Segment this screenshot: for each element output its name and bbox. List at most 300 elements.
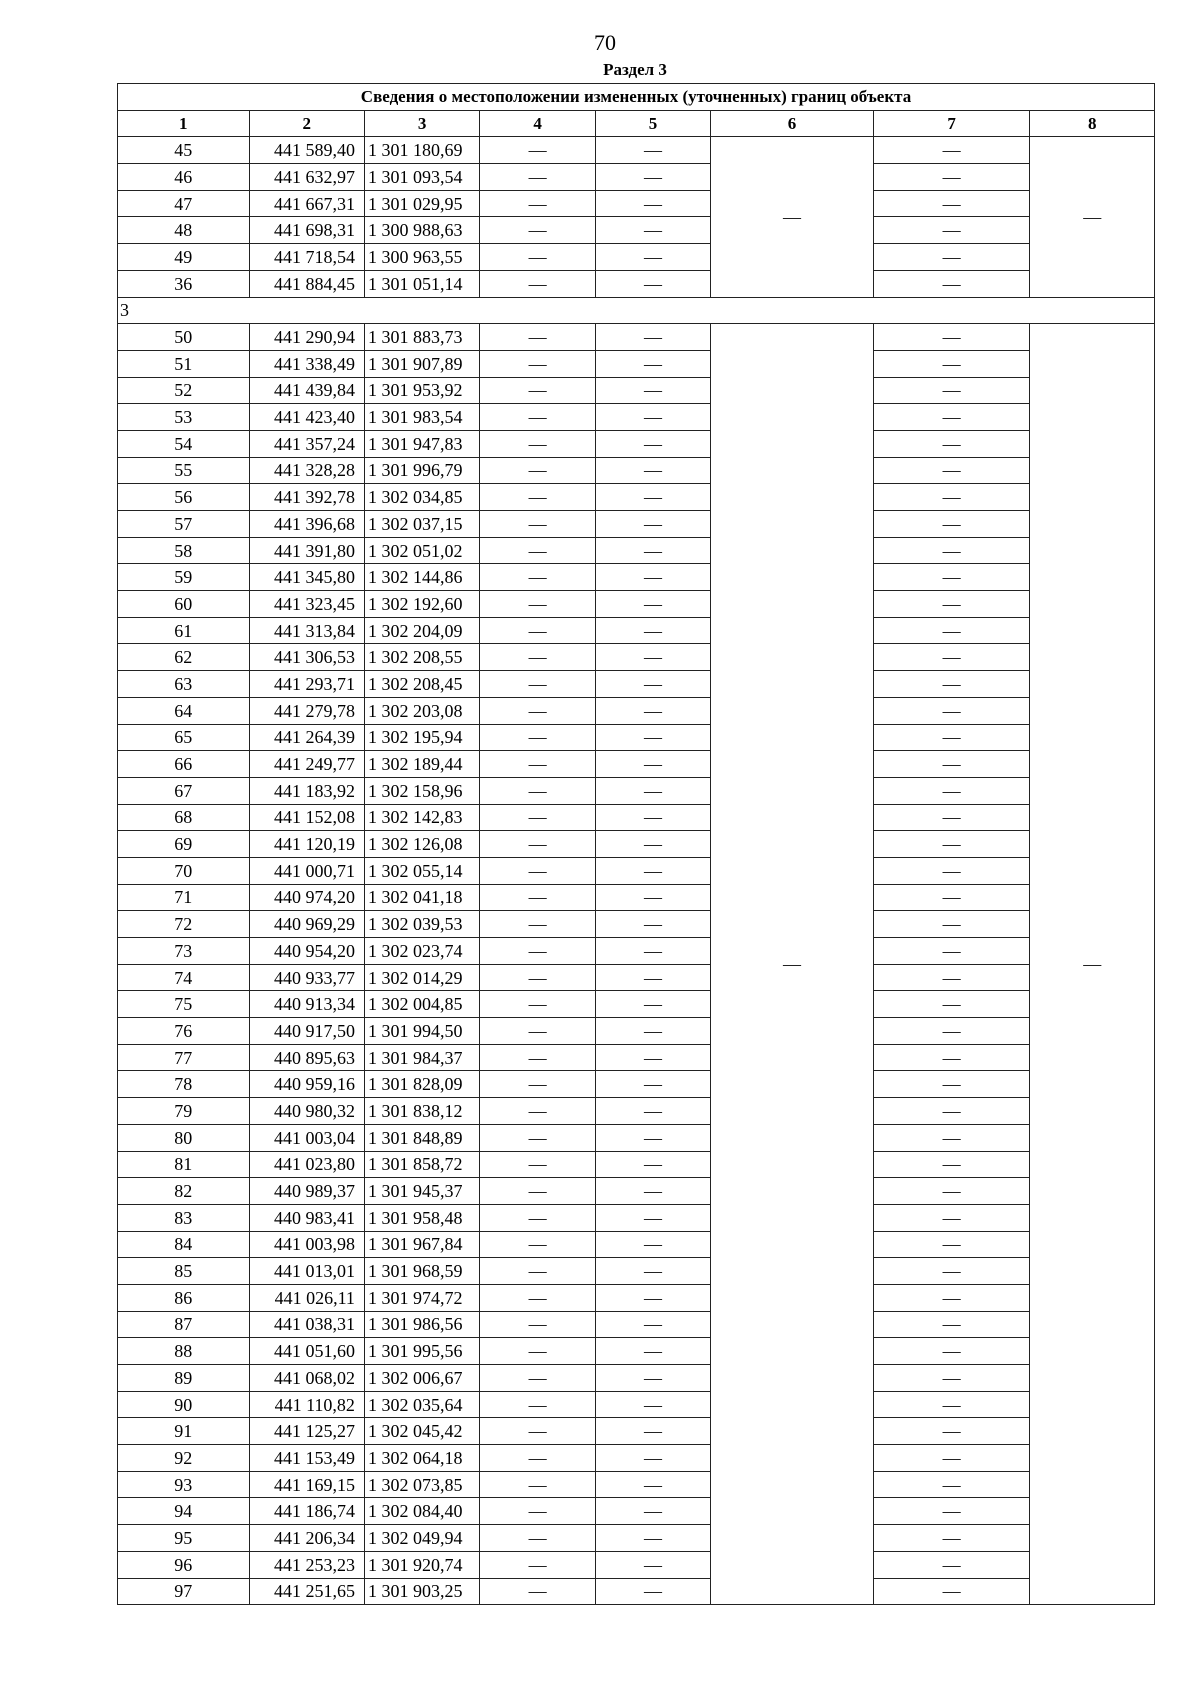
coord-x: 441 068,02: [249, 1365, 364, 1392]
coord-y: 1 301 903,25: [364, 1578, 479, 1605]
col7-dash: —: [873, 164, 1030, 191]
point-number: 56: [118, 484, 250, 511]
table-row: [118, 430, 1155, 457]
col7-dash: —: [873, 324, 1030, 351]
col4-dash: —: [480, 804, 595, 831]
col7-dash: —: [873, 1418, 1030, 1445]
point-number: 88: [118, 1338, 250, 1365]
col7-dash: —: [873, 1098, 1030, 1125]
col7-dash: —: [873, 671, 1030, 698]
col4-dash: —: [480, 1071, 595, 1098]
col5-dash: —: [595, 137, 710, 164]
coord-y: 1 302 004,85: [364, 991, 479, 1018]
point-number: 62: [118, 644, 250, 671]
coord-x: 441 328,28: [249, 457, 364, 484]
point-number: 80: [118, 1124, 250, 1151]
col7-dash: —: [873, 404, 1030, 431]
section-title: Раздел 3: [603, 60, 667, 79]
col7-dash: —: [873, 1124, 1030, 1151]
column-header: 3: [364, 110, 479, 137]
col7-dash: —: [873, 617, 1030, 644]
col5-dash: —: [595, 1311, 710, 1338]
coord-x: 441 206,34: [249, 1525, 364, 1552]
col5-dash: —: [595, 1098, 710, 1125]
col4-dash: —: [480, 1498, 595, 1525]
col5-dash: —: [595, 1044, 710, 1071]
coord-x: 441 251,65: [249, 1578, 364, 1605]
col5-dash: —: [595, 1258, 710, 1285]
coord-y: 1 302 084,40: [364, 1498, 479, 1525]
col5-dash: —: [595, 164, 710, 191]
col4-dash: —: [480, 484, 595, 511]
table-row: [118, 1338, 1155, 1365]
table-row: [118, 1231, 1155, 1258]
col5-dash: —: [595, 1178, 710, 1205]
table-row: [118, 697, 1155, 724]
col5-dash: —: [595, 404, 710, 431]
coord-y: 1 300 988,63: [364, 217, 479, 244]
table-row: [118, 644, 1155, 671]
table-row: [118, 537, 1155, 564]
col7-dash: —: [873, 1151, 1030, 1178]
coord-x: 441 279,78: [249, 697, 364, 724]
col4-dash: —: [480, 404, 595, 431]
col5-dash: —: [595, 484, 710, 511]
point-number: 96: [118, 1551, 250, 1578]
coord-x: 441 186,74: [249, 1498, 364, 1525]
coord-y: 1 302 144,86: [364, 564, 479, 591]
coord-x: 440 895,63: [249, 1044, 364, 1071]
coord-y: 1 301 838,12: [364, 1098, 479, 1125]
table-row: [118, 1284, 1155, 1311]
table-row: [118, 938, 1155, 965]
table-row: [118, 1178, 1155, 1205]
coord-y: 1 302 039,53: [364, 911, 479, 938]
table-row: [118, 831, 1155, 858]
col5-dash: —: [595, 804, 710, 831]
col7-dash: —: [873, 1365, 1030, 1392]
coord-y: 1 301 828,09: [364, 1071, 479, 1098]
table-row: [118, 350, 1155, 377]
col7-dash: —: [873, 591, 1030, 618]
table-row: [118, 1204, 1155, 1231]
coord-y: 1 300 963,55: [364, 244, 479, 271]
table-row: [118, 244, 1155, 271]
table-row: [118, 190, 1155, 217]
column-header: 7: [873, 110, 1030, 137]
col4-dash: —: [480, 964, 595, 991]
coord-y: 1 301 907,89: [364, 350, 479, 377]
col7-dash: —: [873, 857, 1030, 884]
table-row: [118, 164, 1155, 191]
table-row: [118, 617, 1155, 644]
point-number: 45: [118, 137, 250, 164]
col4-dash: —: [480, 190, 595, 217]
coord-y: 1 301 994,50: [364, 1018, 479, 1045]
table-row: [118, 857, 1155, 884]
col4-dash: —: [480, 671, 595, 698]
table-title: Сведения о местоположении измененных (уточненных) границ объекта: [118, 84, 1155, 111]
point-number: 67: [118, 777, 250, 804]
coord-x: 441 249,77: [249, 751, 364, 778]
coord-y: 1 302 142,83: [364, 804, 479, 831]
table-row: [118, 1098, 1155, 1125]
coord-y: 1 302 006,67: [364, 1365, 479, 1392]
coord-y: 1 301 858,72: [364, 1151, 479, 1178]
table-row: [118, 884, 1155, 911]
col5-dash: —: [595, 350, 710, 377]
table-row: [118, 591, 1155, 618]
coord-y: 1 302 126,08: [364, 831, 479, 858]
col4-dash: —: [480, 884, 595, 911]
col7-dash: —: [873, 1071, 1030, 1098]
coord-x: 440 980,32: [249, 1098, 364, 1125]
col7-dash: —: [873, 751, 1030, 778]
coord-x: 440 933,77: [249, 964, 364, 991]
point-number: 76: [118, 1018, 250, 1045]
coord-y: 1 302 035,64: [364, 1391, 479, 1418]
point-number: 61: [118, 617, 250, 644]
column-header: 4: [480, 110, 595, 137]
col7-dash: —: [873, 377, 1030, 404]
coord-y: 1 302 208,45: [364, 671, 479, 698]
col4-dash: —: [480, 697, 595, 724]
column-header: 8: [1030, 110, 1155, 137]
point-number: 57: [118, 511, 250, 538]
col7-dash: —: [873, 1525, 1030, 1552]
col4-dash: —: [480, 777, 595, 804]
col5-dash: —: [595, 1124, 710, 1151]
col5-dash: —: [595, 617, 710, 644]
coord-x: 441 169,15: [249, 1471, 364, 1498]
col5-dash: —: [595, 1445, 710, 1472]
col4-dash: —: [480, 1578, 595, 1605]
point-number: 73: [118, 938, 250, 965]
col7-dash: —: [873, 1284, 1030, 1311]
point-number: 70: [118, 857, 250, 884]
point-number: 90: [118, 1391, 250, 1418]
table-row: [118, 1124, 1155, 1151]
coord-x: 440 989,37: [249, 1178, 364, 1205]
col4-dash: —: [480, 1551, 595, 1578]
coord-y: 1 301 996,79: [364, 457, 479, 484]
coord-y: 1 302 192,60: [364, 591, 479, 618]
coord-y: 1 302 037,15: [364, 511, 479, 538]
coord-y: 1 302 051,02: [364, 537, 479, 564]
coord-x: 441 439,84: [249, 377, 364, 404]
coord-x: 441 120,19: [249, 831, 364, 858]
col5-dash: —: [595, 1578, 710, 1605]
coord-x: 441 392,78: [249, 484, 364, 511]
col4-dash: —: [480, 617, 595, 644]
col4-dash: —: [480, 991, 595, 1018]
col5-dash: —: [595, 1391, 710, 1418]
col7-dash: —: [873, 964, 1030, 991]
col4-dash: —: [480, 350, 595, 377]
table-row: [118, 1044, 1155, 1071]
coord-y: 1 302 023,74: [364, 938, 479, 965]
col4-dash: —: [480, 511, 595, 538]
group-label-row: [118, 297, 1155, 324]
coord-x: 441 153,49: [249, 1445, 364, 1472]
col7-dash: —: [873, 1231, 1030, 1258]
point-number: 72: [118, 911, 250, 938]
table-row: [118, 404, 1155, 431]
col7-dash: —: [873, 1311, 1030, 1338]
col4-dash: —: [480, 1284, 595, 1311]
coord-x: 441 013,01: [249, 1258, 364, 1285]
point-number: 60: [118, 591, 250, 618]
point-number: 84: [118, 1231, 250, 1258]
col4-dash: —: [480, 1445, 595, 1472]
col4-dash: —: [480, 217, 595, 244]
col5-dash: —: [595, 644, 710, 671]
point-number: 83: [118, 1204, 250, 1231]
point-number: 92: [118, 1445, 250, 1472]
col5-dash: —: [595, 1498, 710, 1525]
col4-dash: —: [480, 564, 595, 591]
table-row: [118, 457, 1155, 484]
point-number: 89: [118, 1365, 250, 1392]
point-number: 97: [118, 1578, 250, 1605]
col4-dash: —: [480, 1124, 595, 1151]
point-number: 85: [118, 1258, 250, 1285]
point-number: 95: [118, 1525, 250, 1552]
coord-x: 441 306,53: [249, 644, 364, 671]
coord-x: 441 632,97: [249, 164, 364, 191]
coord-y: 1 301 958,48: [364, 1204, 479, 1231]
col4-dash: —: [480, 1418, 595, 1445]
coord-x: 441 667,31: [249, 190, 364, 217]
table-row: [118, 911, 1155, 938]
coord-x: 441 023,80: [249, 1151, 364, 1178]
col5-dash: —: [595, 697, 710, 724]
coord-x: 441 391,80: [249, 537, 364, 564]
table-row: [118, 1258, 1155, 1285]
col5-dash: —: [595, 964, 710, 991]
table-row: [118, 1525, 1155, 1552]
table-row: [118, 484, 1155, 511]
col4-dash: —: [480, 1044, 595, 1071]
col7-dash: —: [873, 244, 1030, 271]
coord-y: 1 301 945,37: [364, 1178, 479, 1205]
col7-dash: —: [873, 991, 1030, 1018]
table-row: [118, 1471, 1155, 1498]
coord-y: 1 302 041,18: [364, 884, 479, 911]
column-header: 2: [249, 110, 364, 137]
coord-y: 1 301 953,92: [364, 377, 479, 404]
col7-dash: —: [873, 1338, 1030, 1365]
col5-dash: —: [595, 1471, 710, 1498]
coord-y: 1 302 034,85: [364, 484, 479, 511]
col7-dash: —: [873, 804, 1030, 831]
col7-dash: —: [873, 1578, 1030, 1605]
col5-dash: —: [595, 1151, 710, 1178]
point-number: 47: [118, 190, 250, 217]
col7-dash: —: [873, 537, 1030, 564]
coord-x: 441 003,98: [249, 1231, 364, 1258]
point-number: 94: [118, 1498, 250, 1525]
col7-dash: —: [873, 644, 1030, 671]
table-row: [118, 724, 1155, 751]
table-row: [118, 1391, 1155, 1418]
table-row: [118, 1071, 1155, 1098]
col7-dash: —: [873, 270, 1030, 297]
point-number: 54: [118, 430, 250, 457]
table-row: [118, 511, 1155, 538]
table-row: [118, 1151, 1155, 1178]
table-row: [118, 217, 1155, 244]
col5-dash: —: [595, 377, 710, 404]
col5-dash: —: [595, 991, 710, 1018]
col6-dash: —: [711, 324, 874, 1605]
point-number: 87: [118, 1311, 250, 1338]
table-row: [118, 137, 1155, 164]
col4-dash: —: [480, 1018, 595, 1045]
point-number: 50: [118, 324, 250, 351]
col7-dash: —: [873, 217, 1030, 244]
coord-x: 441 357,24: [249, 430, 364, 457]
coord-x: 441 396,68: [249, 511, 364, 538]
coord-y: 1 302 073,85: [364, 1471, 479, 1498]
point-number: 86: [118, 1284, 250, 1311]
col5-dash: —: [595, 1204, 710, 1231]
coord-y: 1 301 029,95: [364, 190, 479, 217]
col7-dash: —: [873, 724, 1030, 751]
coord-y: 1 301 920,74: [364, 1551, 479, 1578]
coord-y: 1 301 051,14: [364, 270, 479, 297]
coord-y: 1 301 180,69: [364, 137, 479, 164]
point-number: 46: [118, 164, 250, 191]
coord-x: 441 323,45: [249, 591, 364, 618]
col5-dash: —: [595, 1418, 710, 1445]
coord-y: 1 302 049,94: [364, 1525, 479, 1552]
coord-x: 441 589,40: [249, 137, 364, 164]
point-number: 52: [118, 377, 250, 404]
coord-x: 441 290,94: [249, 324, 364, 351]
col4-dash: —: [480, 537, 595, 564]
coord-x: 440 917,50: [249, 1018, 364, 1045]
point-number: 48: [118, 217, 250, 244]
col4-dash: —: [480, 644, 595, 671]
col4-dash: —: [480, 591, 595, 618]
column-header: 5: [595, 110, 710, 137]
point-number: 78: [118, 1071, 250, 1098]
coord-y: 1 301 883,73: [364, 324, 479, 351]
col7-dash: —: [873, 1551, 1030, 1578]
coord-y: 1 301 974,72: [364, 1284, 479, 1311]
col7-dash: —: [873, 831, 1030, 858]
col4-dash: —: [480, 1365, 595, 1392]
col5-dash: —: [595, 857, 710, 884]
point-number: 74: [118, 964, 250, 991]
table-row: [118, 804, 1155, 831]
coord-x: 441 026,11: [249, 1284, 364, 1311]
col7-dash: —: [873, 777, 1030, 804]
table-row: [118, 1418, 1155, 1445]
table-row: [118, 324, 1155, 351]
table-row: [118, 671, 1155, 698]
coord-y: 1 302 203,08: [364, 697, 479, 724]
point-number: 55: [118, 457, 250, 484]
coord-y: 1 301 947,83: [364, 430, 479, 457]
col8-dash: —: [1030, 324, 1155, 1605]
table-title-row: [118, 84, 1155, 111]
col7-dash: —: [873, 938, 1030, 965]
col5-dash: —: [595, 324, 710, 351]
coord-y: 1 301 967,84: [364, 1231, 479, 1258]
point-number: 82: [118, 1178, 250, 1205]
table-row: [118, 991, 1155, 1018]
col7-dash: —: [873, 1391, 1030, 1418]
point-number: 64: [118, 697, 250, 724]
page-number: 70: [594, 30, 616, 55]
table-row: [118, 1365, 1155, 1392]
col4-dash: —: [480, 938, 595, 965]
coord-y: 1 301 984,37: [364, 1044, 479, 1071]
point-number: 58: [118, 537, 250, 564]
point-number: 77: [118, 1044, 250, 1071]
table-row: [118, 964, 1155, 991]
coord-y: 1 302 064,18: [364, 1445, 479, 1472]
coord-x: 441 003,04: [249, 1124, 364, 1151]
col4-dash: —: [480, 1204, 595, 1231]
point-number: 93: [118, 1471, 250, 1498]
coord-x: 441 000,71: [249, 857, 364, 884]
table-row: [118, 1311, 1155, 1338]
point-number: 68: [118, 804, 250, 831]
table-row: [118, 377, 1155, 404]
coord-x: 441 718,54: [249, 244, 364, 271]
coord-x: 441 125,27: [249, 1418, 364, 1445]
point-number: 53: [118, 404, 250, 431]
coord-y: 1 302 208,55: [364, 644, 479, 671]
col5-dash: —: [595, 938, 710, 965]
col5-dash: —: [595, 1551, 710, 1578]
point-number: 65: [118, 724, 250, 751]
col5-dash: —: [595, 1231, 710, 1258]
coord-y: 1 302 204,09: [364, 617, 479, 644]
col5-dash: —: [595, 564, 710, 591]
column-header: 6: [711, 110, 874, 137]
coord-y: 1 302 014,29: [364, 964, 479, 991]
col4-dash: —: [480, 430, 595, 457]
col4-dash: —: [480, 1311, 595, 1338]
coord-x: 441 884,45: [249, 270, 364, 297]
col4-dash: —: [480, 164, 595, 191]
coord-x: 440 974,20: [249, 884, 364, 911]
coord-x: 441 038,31: [249, 1311, 364, 1338]
col7-dash: —: [873, 137, 1030, 164]
col7-dash: —: [873, 697, 1030, 724]
col5-dash: —: [595, 511, 710, 538]
coord-x: 440 969,29: [249, 911, 364, 938]
col4-dash: —: [480, 1231, 595, 1258]
col5-dash: —: [595, 591, 710, 618]
col4-dash: —: [480, 270, 595, 297]
point-number: 59: [118, 564, 250, 591]
col5-dash: —: [595, 1365, 710, 1392]
col7-dash: —: [873, 1204, 1030, 1231]
col4-dash: —: [480, 1471, 595, 1498]
point-number: 49: [118, 244, 250, 271]
col5-dash: —: [595, 217, 710, 244]
table-row: [118, 564, 1155, 591]
col5-dash: —: [595, 270, 710, 297]
point-number: 69: [118, 831, 250, 858]
coord-x: 441 253,23: [249, 1551, 364, 1578]
point-number: 75: [118, 991, 250, 1018]
